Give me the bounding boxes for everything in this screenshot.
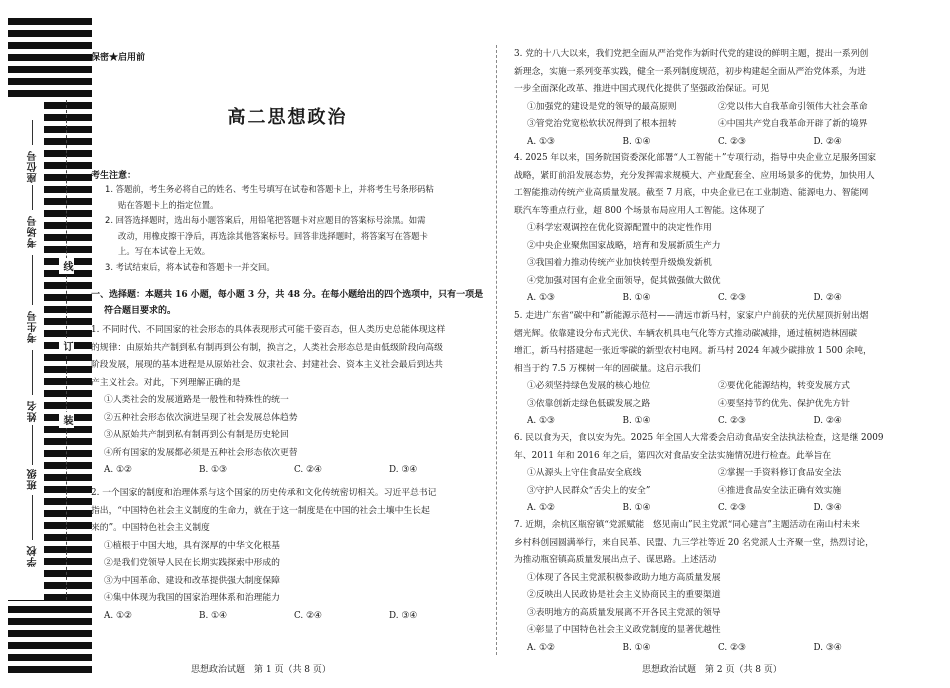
choice-b: B. ①④ — [622, 503, 651, 513]
label-school: 学校 — [28, 545, 39, 567]
question-6 — [514, 430, 909, 518]
choice-c: C. ②③ — [718, 642, 746, 653]
section-heading-line: 符合题目要求的。 — [104, 306, 177, 316]
question-option: ②五种社会形态依次演进呈现了社会发展总体趋势 — [104, 412, 298, 423]
choice-c: C. ②④ — [294, 610, 322, 621]
notice-item: 改动，用橡皮擦干净后，再选涂其他答案标号。回答非选择题时，将答案写在答题卡 — [118, 230, 428, 241]
question-option: ④推进食品安全法正确有效实施 — [718, 485, 842, 496]
question-stem: 为推动瓶窑镇高质量发展出点子、谋思路。上述活动 — [514, 555, 717, 565]
question-option: ③表明地方的高质量发展离不开各民主党派的领导 — [527, 607, 721, 618]
question-stem: 5. 走进广东省“碳中和”新能源示范村——清远市新马村，家家户户前获的光伏屋顶折射出熠 — [514, 311, 869, 321]
choice-a: A. ①② — [527, 503, 555, 513]
question-option: ④中国共产党自我革命开辟了新的境界 — [718, 119, 868, 129]
question-stem: 新理念，实施一系列变革实践，健全一系列制度规范，初步构建起全面从严治党体系，为进 — [514, 66, 866, 77]
question-option: ④集中体现为我国的国家治理体系和治理能力 — [104, 593, 280, 603]
choice-a: A. ①③ — [527, 136, 555, 147]
question-option: ①科学宏观调控在优化资源配置中的决定性作用 — [527, 223, 712, 233]
question-stem: 相当于约 7.5 万棵树一年的固碳量。这启示我们 — [514, 363, 701, 374]
choice-a: A. ①② — [104, 465, 132, 475]
label-candidate-number: 考生号 — [28, 310, 39, 343]
choice-a: A. ①③ — [527, 293, 555, 303]
choice-d: D. ③④ — [813, 642, 842, 653]
question-stem: 熠光辉。依靠建设分布式光伏、车辆农机具电气化等方式推动碳减排，通过植树造林固碳 — [514, 328, 858, 339]
question-stem: 6. 民以食为天，食以安为先。2025 年全国人大常委会启动食品安全法执法检查，这是继 2009 — [514, 433, 884, 443]
label-exam-room: 考场号 — [28, 215, 39, 248]
choice-c: C. ②③ — [718, 503, 746, 513]
notice-list — [105, 182, 485, 275]
answer-choices — [514, 413, 909, 431]
question-stem: 7. 近期，余杭区瓶窑镇“党派赋能 悠见南山”民主党派“同心建言”主题活动在南山村未来 — [514, 520, 860, 530]
label-class: 班级 — [28, 468, 39, 490]
choice-a: A. ①③ — [527, 416, 555, 426]
choice-c: C. ②③ — [718, 293, 746, 303]
notice-heading: 考生注意： — [91, 171, 137, 181]
blank-line — [32, 350, 33, 395]
question-option: ①从源头上守住食品安全底线 — [527, 468, 642, 478]
blank-line — [32, 425, 33, 465]
question-option: ③依靠创新走绿色低碳发展之路 — [527, 398, 651, 409]
answer-choices — [514, 500, 909, 518]
question-option: ④彰显了中国特色社会主义政党制度的显著优越性 — [527, 625, 721, 635]
question-2 — [91, 485, 484, 625]
question-5 — [514, 308, 909, 431]
option-row — [514, 465, 909, 483]
question-stem: 4. 2025 年以来，国务院国资委深化部署“人工智能＋”专项行动，指导中央企业立足服务国家 — [514, 153, 877, 163]
question-stem: 战略，紧盯前沿发展态势，充分发挥需求规模大、产业配套全、应用场景多的优势，加快用人 — [514, 170, 875, 181]
choice-d: D. ③④ — [389, 465, 418, 475]
question-3 — [514, 46, 909, 151]
choice-b: B. ①③ — [199, 465, 227, 475]
option-row — [514, 99, 909, 117]
choice-b: B. ①④ — [622, 293, 651, 303]
page-footer-left: 思想政治试题 第 1 页（共 8 页） — [191, 665, 331, 675]
choice-b: B. ①④ — [622, 416, 651, 426]
choice-b: B. ①④ — [622, 642, 651, 653]
question-option: ③为中国革命、建设和改革提供强大制度保障 — [104, 575, 280, 586]
label-name: 姓名 — [28, 400, 39, 422]
option-row — [514, 378, 909, 396]
choice-d: D. ③④ — [389, 610, 418, 621]
question-stem: 指出，“中国特色社会主义制度的生命力，就在于这一制度是在中国的社会土壤中生长起 — [91, 505, 430, 516]
blank-line — [32, 185, 33, 210]
page-1 — [91, 0, 484, 688]
question-option: ②掌握一手资料修订食品安全法 — [718, 468, 842, 478]
question-stem: 阶段发展，展现的基本进程是从原始社会、奴隶社会、封建社会、资本主义社会最后到达共 — [91, 360, 443, 370]
notice-item: 贴在答题卡上的指定位置。 — [118, 199, 219, 210]
cut-label-bind: 订 — [59, 338, 74, 354]
question-stem: 年、2011 年和 2016 年之后，第四次对食品安全法实施情况进行检查。此举旨在 — [514, 450, 832, 461]
question-stem: 一步全面深化改革、推进中国式现代化提供了坚强政治保证。可见 — [514, 84, 770, 94]
label-seat-number: 座位号 — [28, 150, 39, 183]
question-option: ④党加强对国有企业全面领导，促其做强做大做优 — [527, 275, 721, 286]
page-title: 高二思想政治 — [227, 107, 348, 128]
option-row — [514, 396, 909, 414]
blank-line — [32, 495, 33, 540]
page-footer-right: 思想政治试题 第 2 页（共 8 页） — [642, 665, 782, 675]
question-option: ③管党治党宽松软状况得到了根本扭转 — [527, 119, 677, 129]
notice-item: 3. 考试结束后，将本试卷和答题卡一并交回。 — [105, 261, 275, 272]
question-option: ③我国着力推动传统产业加快转型升级焕发新机 — [527, 258, 712, 268]
question-option: ②反映出人民政协是社会主义协商民主的重要渠道 — [527, 590, 721, 600]
question-option: ①必须坚持绿色发展的核心地位 — [527, 381, 651, 391]
question-4 — [514, 150, 909, 308]
question-option: ④要坚持节约优先、保护优先方针 — [718, 398, 850, 409]
section-heading — [91, 287, 484, 319]
answer-choices — [91, 462, 484, 480]
question-stem: 来的”。中国特色社会主义制度 — [91, 523, 210, 533]
question-stem: 3. 党的十八大以来，我们党把全面从严治党作为新时代党的建设的鲜明主题，提出一系列创 — [514, 49, 869, 59]
answer-choices — [514, 640, 909, 658]
notice-item: 2. 回答选择题时，选出每小题答案后，用铅笔把答题卡对应题目的答案标号涂黑。如需 — [105, 215, 426, 225]
question-option: ③守护人民群众“舌尖上的安全” — [527, 485, 651, 496]
choice-d: D. ②④ — [813, 136, 842, 147]
question-stem: 的规律：由原始共产制到私有制再到公有制，换言之，人类社会形态总是由低级阶段向高级 — [91, 342, 443, 353]
question-option: ④所有国家的发展都必须是五种社会形态依次更替 — [104, 447, 298, 458]
question-option: ②要优化能源结构，转变发展方式 — [718, 381, 850, 391]
question-option: ①人类社会的发展道路是一般性和特殊性的统一 — [104, 395, 289, 405]
question-stem: 2. 一个国家的制度和治理体系与这个国家的历史传承和文化传统密切相关。习近平总书记 — [91, 488, 437, 498]
cut-label-line: 线 — [59, 258, 74, 274]
question-option: ①植根于中国大地，具有深厚的中华文化根基 — [104, 540, 280, 551]
choice-b: B. ①④ — [199, 610, 227, 621]
question-stem: 1. 不同时代、不同国家的社会形态的具体表现形式可能千姿百态，但人类历史总能体现这样 — [91, 325, 446, 335]
blank-line — [32, 255, 33, 305]
question-option: ①体现了各民主党派积极参政助力地方高质量发展 — [527, 572, 721, 583]
page-divider — [496, 45, 497, 655]
choice-b: B. ①④ — [622, 136, 651, 147]
question-option: ③从原始共产制到私有制再到公有制是历史轮回 — [104, 430, 289, 440]
answer-choices — [91, 608, 484, 626]
option-row — [514, 483, 909, 501]
notice-item: 上。写在本试卷上无效。 — [118, 246, 211, 256]
question-option: ②中央企业聚焦国家战略，培育和发展新质生产力 — [527, 240, 721, 251]
question-option: ①加强党的建设是党的领导的最高原则 — [527, 101, 677, 112]
answer-choices — [514, 290, 909, 308]
question-option: ②党以伟大自我革命引领伟大社会革命 — [718, 101, 868, 112]
question-1 — [91, 322, 484, 480]
choice-a: A. ①② — [527, 642, 555, 653]
question-stem: 工智能推动传统产业高质量发展。截至 7 月底，中央企业已在工业制造、能源电力、智能网 — [514, 188, 869, 198]
page-2 — [514, 0, 909, 688]
cut-label-install: 装 — [59, 412, 74, 428]
question-stem: 联汽车等重点行业，超 800 个场景布局应用人工智能。这体现了 — [514, 205, 766, 216]
choice-c: C. ②④ — [294, 465, 322, 475]
question-option: ②是我们党领导人民在长期实践探索中形成的 — [104, 558, 280, 568]
choice-d: D. ②④ — [813, 293, 842, 303]
choice-d: D. ③④ — [813, 503, 842, 513]
choice-c: C. ②③ — [718, 136, 746, 147]
choice-d: D. ②④ — [813, 416, 842, 426]
option-row — [514, 116, 909, 134]
question-stem: 乡村科创园圆满举行，来自民革、民盟、九三学社等近 20 名党派人士齐聚一堂，热烈讨论， — [514, 537, 874, 548]
question-stem: 产主义社会。对此，下列理解正确的是 — [91, 377, 241, 388]
notice-item: 1. 答题前，考生务必将自己的姓名、考生号填写在试卷和答题卡上，并将考生号条形码粘 — [105, 184, 434, 194]
answer-choices — [514, 134, 909, 152]
choice-a: A. ①② — [104, 610, 132, 621]
blank-line — [32, 120, 33, 145]
question-stem: 增汇，新马村搭建起一张近零碳的新型农村电网。新马村 2024 年减少碳排放 1 500 余吨， — [514, 346, 872, 356]
section-heading-line: 一、选择题：本题共 16 小题，每小题 3 分，共 48 分。在每小题给出的四个选项中，只有一项是 — [91, 290, 484, 300]
choice-c: C. ②③ — [718, 416, 746, 426]
question-7 — [514, 517, 909, 657]
secret-mark: 保密★启用前 — [91, 53, 146, 63]
